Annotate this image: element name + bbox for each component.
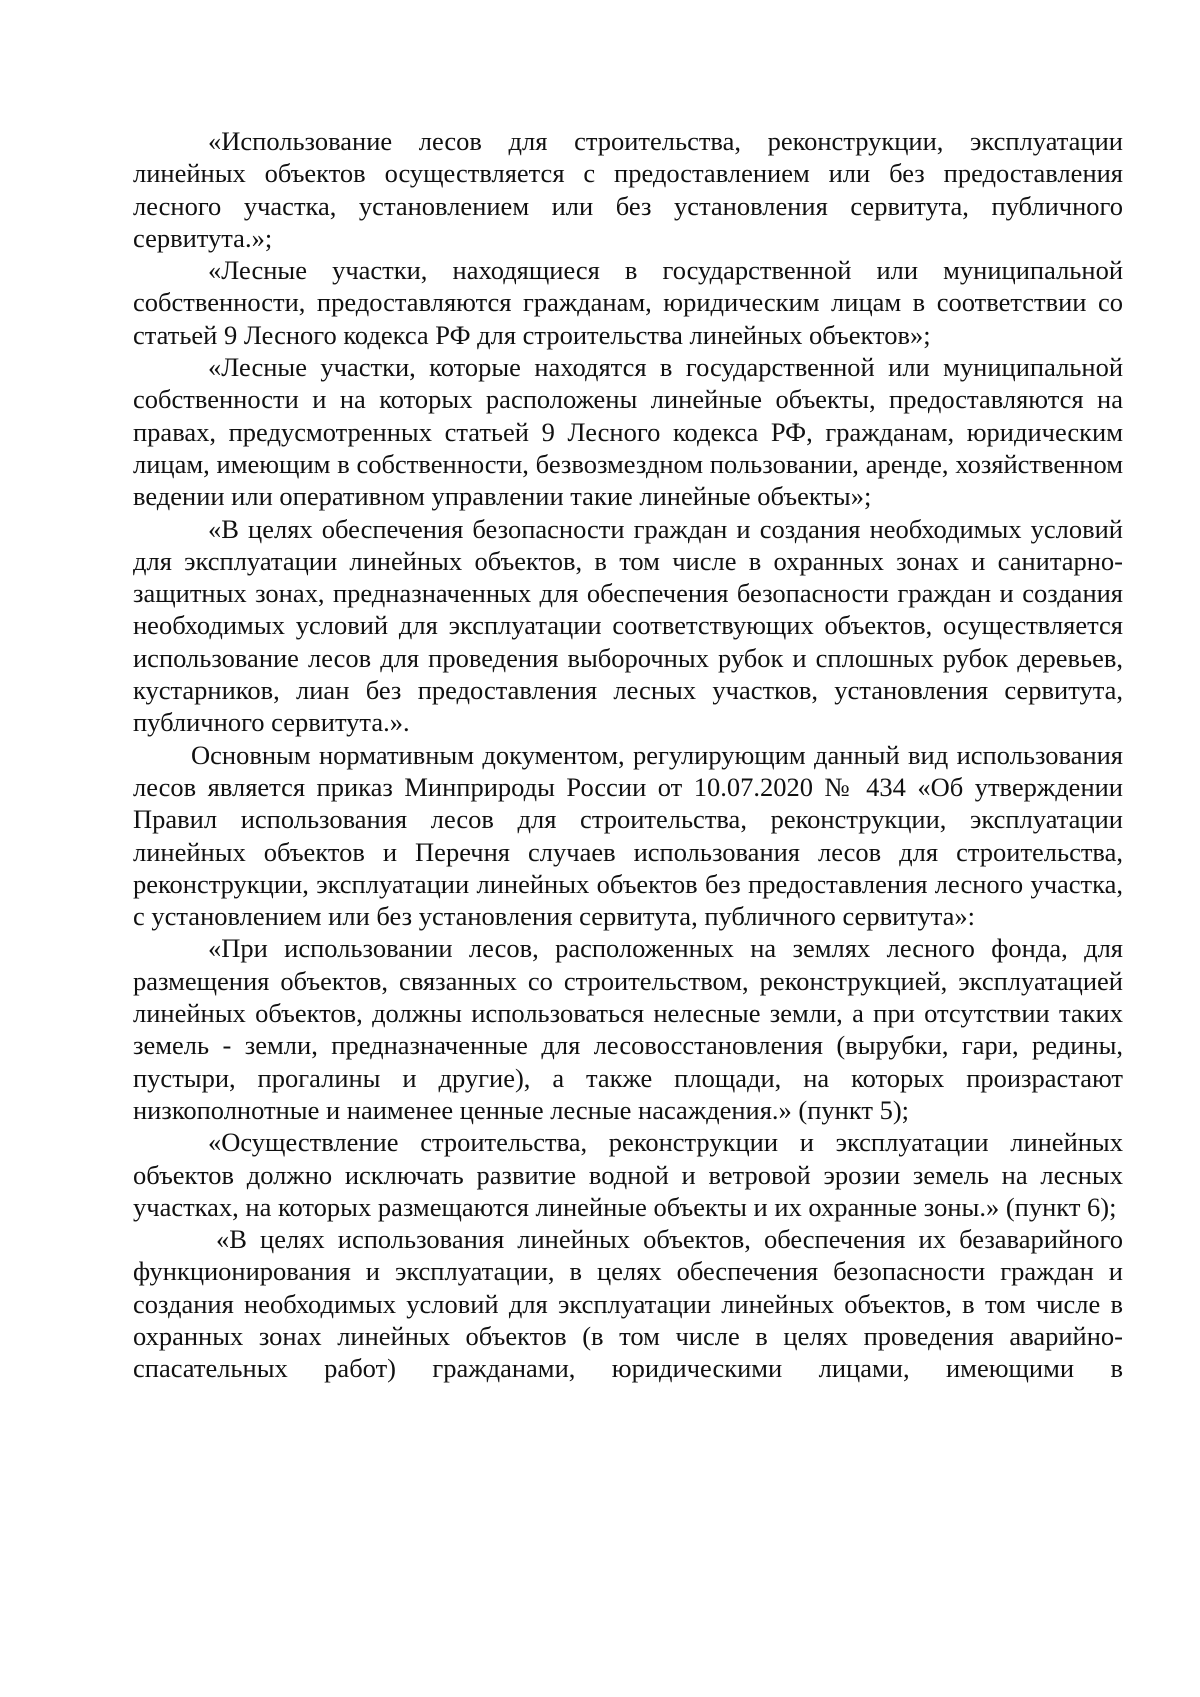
paragraph-point-5: «При использовании лесов, расположенных на землях лесного фонда, для размещения объектов, связанных со строительством, реконструкцией, эксплуатацией линейных объектов, должны использоваться нелесные земли, а при отсутствии таких земель - земли, предназначенные для лесовосстановления (вырубки, гари, редины, пустыри, прогалины и другие), а также площади, на которых произрастают низкополнотные и наименее ценные лесные насаждения.» (пункт 5); <box>133 933 1123 1125</box>
paragraph-regulatory-document: Основным нормативным документом, регулирующим данный вид использования лесов является приказ Минприроды России от 10.07.2020 № 434 «Об утверждении Правил использования лесов для строительства, реконструкции, эксплуатации линейных объектов и Перечня случаев использования лесов для строительства, реконструкции, эксплуатации линейных объектов без предоставления лесного участка, с установлением или без установления сервитута, публичного сервитута»: <box>133 739 1123 932</box>
paragraph-safety-logging: «В целях обеспечения безопасности граждан и создания необходимых условий для эксплуатации линейных объектов, в том числе в охранных зонах и санитарно-защитных зонах, предназначенных для обеспечения безопасности граждан и создания необходимых условий для эксплуатации соответствующих объектов, осуществляется использование лесов для проведения выборочных рубок и сплошных рубок деревьев, кустарников, лиан без предоставления лесных участков, установления сервитута, публичного сервитута.». <box>133 513 1123 738</box>
document-body <box>133 125 1123 1385</box>
paragraph-forest-use-purpose: «Использование лесов для строительства, реконструкции, эксплуатации линейных объектов осуществляется с предоставлением или без предоставления лесного участка, установлением или без установления сервитута, публичного сервитута.»; <box>133 126 1123 253</box>
paragraph-continuation: «В целях использования линейных объектов, обеспечения их безаварийного функционирования и эксплуатации, в целях обеспечения безопасности граждан и создания необходимых условий для эксплуатации линейных объектов, в том числе в охранных зонах линейных объектов (в том числе в целях проведения аварийно-спасательных работ) гражданами, юридическими лицами, имеющими в <box>133 1224 1123 1384</box>
paragraph-plots-with-linear-objects: «Лесные участки, которые находятся в государственной или муниципальной собственности и на которых расположены линейные объекты, предоставляются на правах, предусмотренных статьей 9 Лесного кодекса РФ, гражданам, юридическим лицам, имеющим в собственности, безвозмездном пользовании, аренде, хозяйственном ведении или оперативном управлении такие линейные объекты»; <box>133 352 1123 512</box>
paragraph-plots-provision: «Лесные участки, находящиеся в государственной или муниципальной собственности, предоставляются гражданам, юридическим лицам в соответствии со статьей 9 Лесного кодекса РФ для строительства линейных объектов»; <box>133 255 1123 350</box>
paragraph-point-6: «Осуществление строительства, реконструкции и эксплуатации линейных объектов должно исключать развитие водной и ветровой эрозии земель на лесных участках, на которых размещаются линейные объекты и их охранные зоны.» (пункт 6); <box>133 1127 1123 1222</box>
